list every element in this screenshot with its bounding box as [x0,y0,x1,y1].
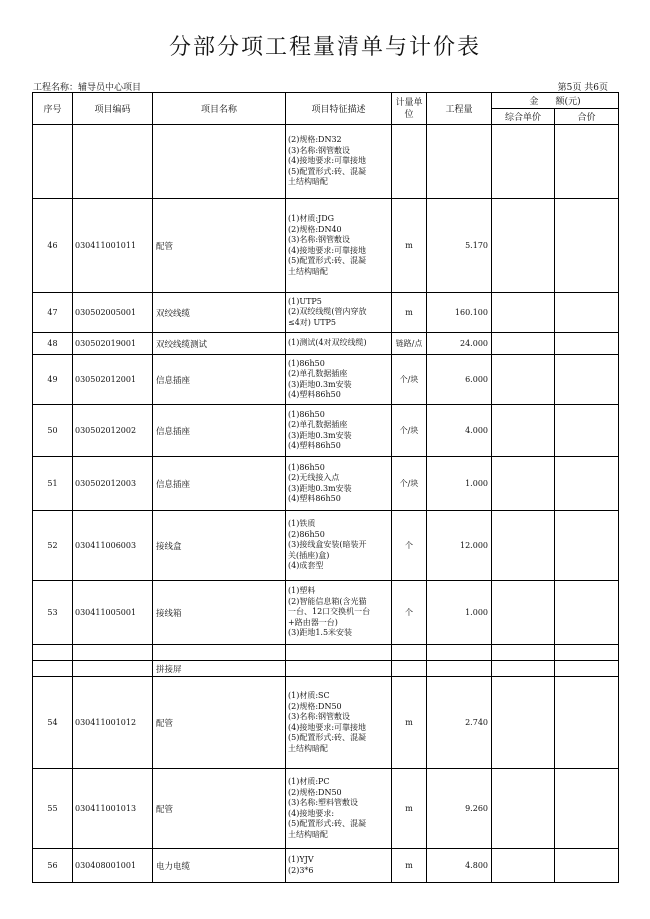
desc-line: (4)接地要求:可靠接地 [288,245,367,255]
cell-qty [427,645,492,661]
cell-unit-price [492,457,555,511]
cell-seq: 48 [33,333,73,355]
desc-line: 土结构暗配 [288,177,328,187]
cell-qty [427,125,492,199]
cell-qty: 160.100 [427,293,492,333]
desc-line: ≤4对) UTP5 [288,317,337,327]
cell-unit: m [392,769,427,849]
header-code: 项目编码 [73,93,153,125]
table-row [33,125,619,199]
cell-total [555,849,619,883]
header-total: 合价 [555,109,619,125]
desc-line: 土结构暗配 [288,743,328,753]
cell-seq: 56 [33,849,73,883]
cell-unit-price [492,333,555,355]
cell-seq [33,125,73,199]
desc-line: 土结构暗配 [288,266,328,276]
cell-qty: 4.000 [427,405,492,457]
cell-desc [286,355,392,405]
cell-seq: 46 [33,199,73,293]
cell-total [555,511,619,581]
desc-line: (2)智能信息箱(含光猫 [288,596,367,606]
page-info: 第5页 共6页 [557,83,608,93]
table-body [33,125,619,883]
cell-total [555,293,619,333]
cell-code: 030408001001 [73,849,153,883]
cell-desc [286,125,392,199]
header-unit: 计量单位 [392,93,427,125]
cell-qty: 9.260 [427,769,492,849]
cell-unit-price [492,661,555,677]
desc-line: (1)UTP5 [288,296,322,306]
desc-line: (3)距地0.3m安装 [288,379,352,389]
table-row [33,199,619,293]
cell-unit [392,661,427,677]
cell-total [555,199,619,293]
table-row [33,645,619,661]
table-row [33,457,619,511]
table-row [33,405,619,457]
desc-line: (3)名称:钢管敷设 [288,235,351,244]
cell-unit-price [492,581,555,645]
cell-qty: 6.000 [427,355,492,405]
cell-name [153,125,286,199]
project-name: 工程名称：辅导员中心项目 [33,83,142,93]
cell-code: 030411001012 [73,677,153,769]
cell-name: 双绞线缆测试 [153,333,286,355]
cell-code: 030502012002 [73,405,153,457]
cell-desc [286,769,392,849]
desc-line: 关(插座)盒) [288,550,330,560]
cell-desc [286,293,392,333]
desc-line: (1)铁质 [288,519,316,529]
desc-line: (1)测试(4对双绞线缆) [288,338,367,348]
cell-seq: 51 [33,457,73,511]
desc-line: (2)规格:DN32 [288,135,342,145]
cell-unit-price [492,677,555,769]
header-amount: 金 额(元) [492,93,619,109]
desc-line: (3)距地0.3m安装 [288,430,352,440]
cell-desc [286,511,392,581]
cell-total [555,125,619,199]
cell-desc [286,849,392,883]
desc-line: (5)配置形式:砖、混凝 [288,166,367,176]
cell-code [73,661,153,677]
table-row [33,769,619,849]
cell-seq: 54 [33,677,73,769]
desc-line: (3)名称:钢管敷设 [288,712,351,721]
cell-seq: 53 [33,581,73,645]
desc-line: (1)塑料 [288,586,316,596]
desc-line: (1)86h50 [288,358,325,368]
cell-name: 配管 [153,769,286,849]
desc-line: (3)距地0.3m安装 [288,483,352,493]
cell-qty: 12.000 [427,511,492,581]
desc-line: (2)规格:DN50 [288,701,342,711]
desc-line: 土结构暗配 [288,829,328,839]
cell-qty: 4.800 [427,849,492,883]
header-unit-price: 综合单价 [492,109,555,125]
cell-code: 030502012003 [73,457,153,511]
cell-unit: 个 [392,511,427,581]
cell-unit: m [392,293,427,333]
cell-unit: m [392,677,427,769]
desc-line: (5)配置形式:砖、混凝 [288,819,367,828]
desc-line: (2)3*6 [288,865,314,875]
cell-desc [286,661,392,677]
cell-unit [392,125,427,199]
desc-line: (1)86h50 [288,462,325,472]
cell-name: 信息插座 [153,457,286,511]
table-row [33,661,619,677]
cell-seq [33,645,73,661]
cell-unit-price [492,405,555,457]
cell-name: 信息插座 [153,405,286,457]
desc-line: (4)接地要求:可靠接地 [288,722,367,732]
cell-qty: 2.740 [427,677,492,769]
header-seq: 序号 [33,93,73,125]
desc-line: (2)单孔数据插座 [288,420,348,429]
desc-line: (1)86h50 [288,409,325,419]
cell-total [555,661,619,677]
table-row [33,677,619,769]
desc-line: 一台、12口交换机一台 [288,607,371,617]
cell-name: 电力电缆 [153,849,286,883]
cell-desc [286,457,392,511]
cell-unit-price [492,645,555,661]
cell-code: 030411001011 [73,199,153,293]
desc-line: (5)配置形式:砖、混凝 [288,256,367,265]
desc-line: (1)材质:SC [288,691,330,700]
cell-unit [392,645,427,661]
cell-desc [286,199,392,293]
cell-total [555,581,619,645]
cell-total [555,405,619,457]
cell-seq [33,661,73,677]
cell-name: 信息插座 [153,355,286,405]
desc-line: (4)塑料86h50 [288,441,341,450]
cell-name: 接线箱 [153,581,286,645]
desc-line: (3)名称:塑料管敷设 [288,798,359,807]
cell-unit: 个/块 [392,355,427,405]
cell-unit: 个 [392,581,427,645]
cell-code [73,645,153,661]
cell-unit-price [492,511,555,581]
table-row [33,293,619,333]
cell-desc [286,645,392,661]
cell-code: 030502005001 [73,293,153,333]
cell-seq: 50 [33,405,73,457]
table-row [33,355,619,405]
cell-name: 配管 [153,677,286,769]
cell-code: 030502019001 [73,333,153,355]
cell-total [555,355,619,405]
cell-seq: 49 [33,355,73,405]
desc-line: (4)塑料86h50 [288,494,341,503]
cell-name [153,645,286,661]
header-name: 项目名称 [153,93,286,125]
desc-line: (1)材质:PC [288,777,330,786]
desc-line: (4)接地要求:可靠接地 [288,156,367,166]
cell-unit: 链路/点 [392,333,427,355]
cell-code: 030411005001 [73,581,153,645]
desc-line: (2)规格:DN40 [288,224,342,234]
cell-seq: 52 [33,511,73,581]
cell-total [555,769,619,849]
table-row [33,333,619,355]
desc-line: (4)塑料86h50 [288,390,341,399]
desc-line: (5)配置形式:砖、混凝 [288,733,367,742]
cell-seq: 55 [33,769,73,849]
desc-line: +路由器一台) [288,617,338,627]
cell-unit-price [492,849,555,883]
desc-line: (2)单孔数据插座 [288,369,348,378]
cell-name: 拼接屏 [153,661,286,677]
cell-qty: 24.000 [427,333,492,355]
table-row [33,581,619,645]
cell-name: 接线盒 [153,511,286,581]
desc-line: (1)材质:JDG [288,214,335,223]
page-title: 分部分项工程量清单与计价表 [168,35,481,60]
cell-desc [286,333,392,355]
cell-unit-price [492,769,555,849]
cell-unit: m [392,849,427,883]
desc-line: (3)距地1.5米安装 [288,628,353,638]
table-row [33,849,619,883]
cell-desc [286,677,392,769]
cell-total [555,677,619,769]
desc-line: (1)YJV [288,855,314,864]
cell-code: 030502012001 [73,355,153,405]
desc-line: (4)接地要求: [288,808,335,818]
desc-line: (4)成套型 [288,561,324,571]
cell-name: 配管 [153,199,286,293]
cell-unit-price [492,125,555,199]
cell-code [73,125,153,199]
desc-line: (3)接线盒安装(暗装开 [288,540,367,550]
cell-seq: 47 [33,293,73,333]
cell-code: 030411001013 [73,769,153,849]
cell-desc [286,581,392,645]
cell-total [555,457,619,511]
desc-line: (2)无线接入点 [288,473,340,482]
desc-line: (2)86h50 [288,529,325,539]
header-qty: 工程量 [427,93,492,125]
cell-code: 030411006003 [73,511,153,581]
cell-total [555,333,619,355]
desc-line: (2)双绞线缆(管内穿放 [288,307,367,317]
header-desc: 项目特征描述 [286,93,392,125]
bill-table [32,92,619,883]
cell-unit: 个/块 [392,457,427,511]
desc-line: (3)名称:钢管敷设 [288,145,351,155]
cell-desc [286,405,392,457]
cell-qty: 5.170 [427,199,492,293]
desc-line: (2)规格:DN50 [288,787,342,797]
cell-unit: 个/块 [392,405,427,457]
cell-qty [427,661,492,677]
cell-unit: m [392,199,427,293]
cell-name: 双绞线缆 [153,293,286,333]
cell-unit-price [492,355,555,405]
cell-qty: 1.000 [427,457,492,511]
table-row [33,511,619,581]
cell-unit-price [492,293,555,333]
cell-qty: 1.000 [427,581,492,645]
cell-unit-price [492,199,555,293]
cell-total [555,645,619,661]
